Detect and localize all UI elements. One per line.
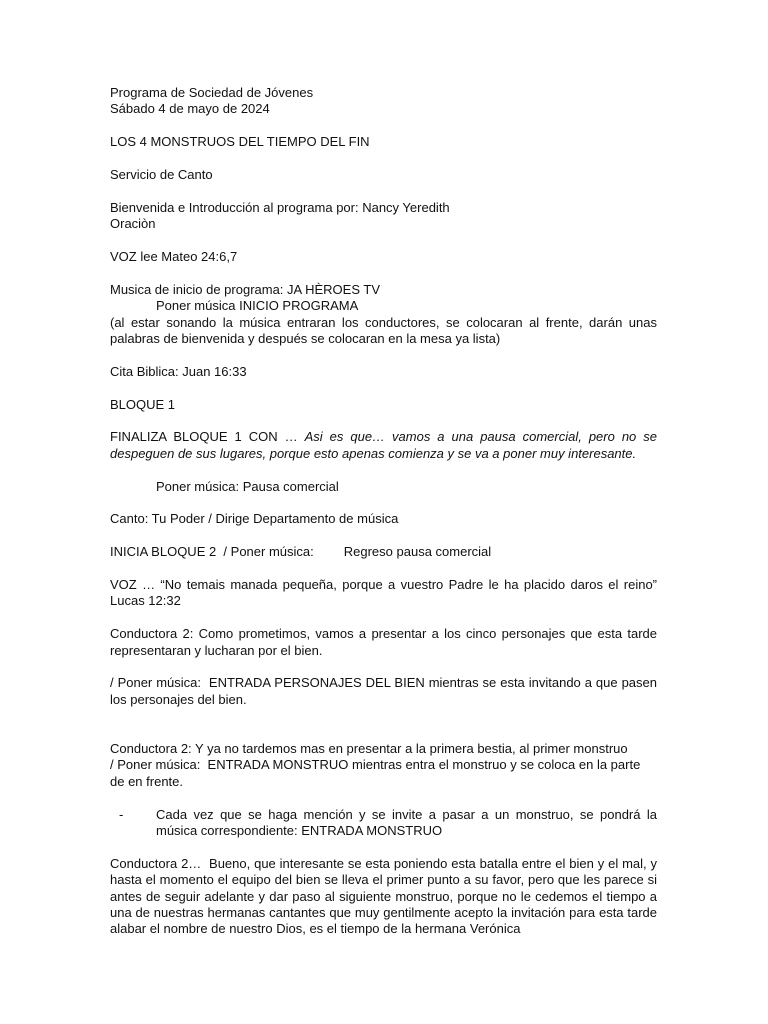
poner-musica-inicio-line: Poner música INICIO PROGRAMA (156, 298, 359, 314)
pausa-comercial-line: Poner música: Pausa comercial (156, 478, 339, 494)
voz-mateo-line: VOZ lee Mateo 24:6,7 (110, 249, 238, 264)
program-date: Sábado 4 de mayo de 2024 (110, 101, 270, 117)
inicia-bloque2-line (110, 544, 657, 560)
inicia-bloque2-text: INICIA BLOQUE 2 / Poner música: (110, 544, 314, 560)
program-title: LOS 4 MONSTRUOS DEL TIEMPO DEL FIN (110, 134, 370, 150)
bloque1-heading: BLOQUE 1 (110, 396, 176, 412)
conductora-personajes-paragraph: Conductora 2: Como prometimos, vamos a presentar a los cinco personajes que esta tarde representaran y lucharan por el bien. (110, 626, 661, 658)
program-header-line1: Programa de Sociedad de Jóvenes (110, 85, 314, 100)
entrada-monstruo-paragraph: / Poner música: ENTRADA MONSTRUO mientras entra el monstruo y se coloca en la parte de en frente. (110, 757, 644, 789)
bienvenida-line: Bienvenida e Introducción al programa por: Nancy Yeredith (110, 199, 450, 215)
canto-line: Canto: Tu Poder / Dirige Departamento de música (110, 511, 399, 527)
oracion-line: Oraciòn (110, 216, 156, 232)
musica-inicio-line: Musica de inicio de programa: JA HÈROES TV (110, 281, 380, 297)
document-page (110, 85, 661, 938)
servicio-canto: Servicio de Canto (110, 167, 213, 182)
bullet-item-text: Cada vez que se haga mención y se invite a pasar a un monstruo, se pondrá la música correspondiente: ENTRADA MONSTRUO (156, 806, 657, 839)
conductora-bestia-line: Conductora 2: Y ya no tardemos mas en presentar a la primera bestia, al primer monstruo (110, 741, 628, 757)
finaliza-italic-text: Asi es que… vamos a una pausa comercial, pero no se despeguen de sus lugares, porque esto apenas comienza y se va a poner muy interesante. (110, 429, 658, 461)
entrada-personajes-paragraph: / Poner música: ENTRADA PERSONAJES DEL BIEN mientras se esta invitando a que pasen los personajes del bien. (110, 675, 661, 707)
bullet-list-item (110, 807, 657, 840)
nota-conductores-paragraph: (al estar sonando la música entraran los conductores, se colocaran al frente, darán unas palabras de bienvenida y después se colocaran en la mesa ya lista) (110, 314, 661, 347)
conductora-final-paragraph: Conductora 2… Bueno, que interesante se esta poniendo esta batalla entre el bien y el mal, y hasta el momento el equipo del bien se lleva el primer punto a su favor, pero que les parece si antes de seguir adelante y dar paso al siguiente monstruo, porque no le cedemos el tiempo a una de nuestras hermanas cantantes que muy gentilmente acepto la invitación para esta tarde alabar el nombre de nuestro Dios, es el tiempo de la hermana Verónica (110, 855, 661, 937)
finaliza-bloque1-paragraph (110, 429, 657, 462)
cita-biblica-line: Cita Biblica: Juan 16:33 (110, 363, 247, 379)
regreso-pausa-text: Regreso pausa comercial (343, 544, 492, 560)
voz-lucas-paragraph: VOZ … “No temais manada pequeña, porque a vuestro Padre le ha placido daros el reino” Lucas 12:32 (110, 577, 661, 609)
finaliza-prefix: FINALIZA BLOQUE 1 CON … (110, 429, 305, 445)
bullet-dash: - (119, 806, 124, 822)
